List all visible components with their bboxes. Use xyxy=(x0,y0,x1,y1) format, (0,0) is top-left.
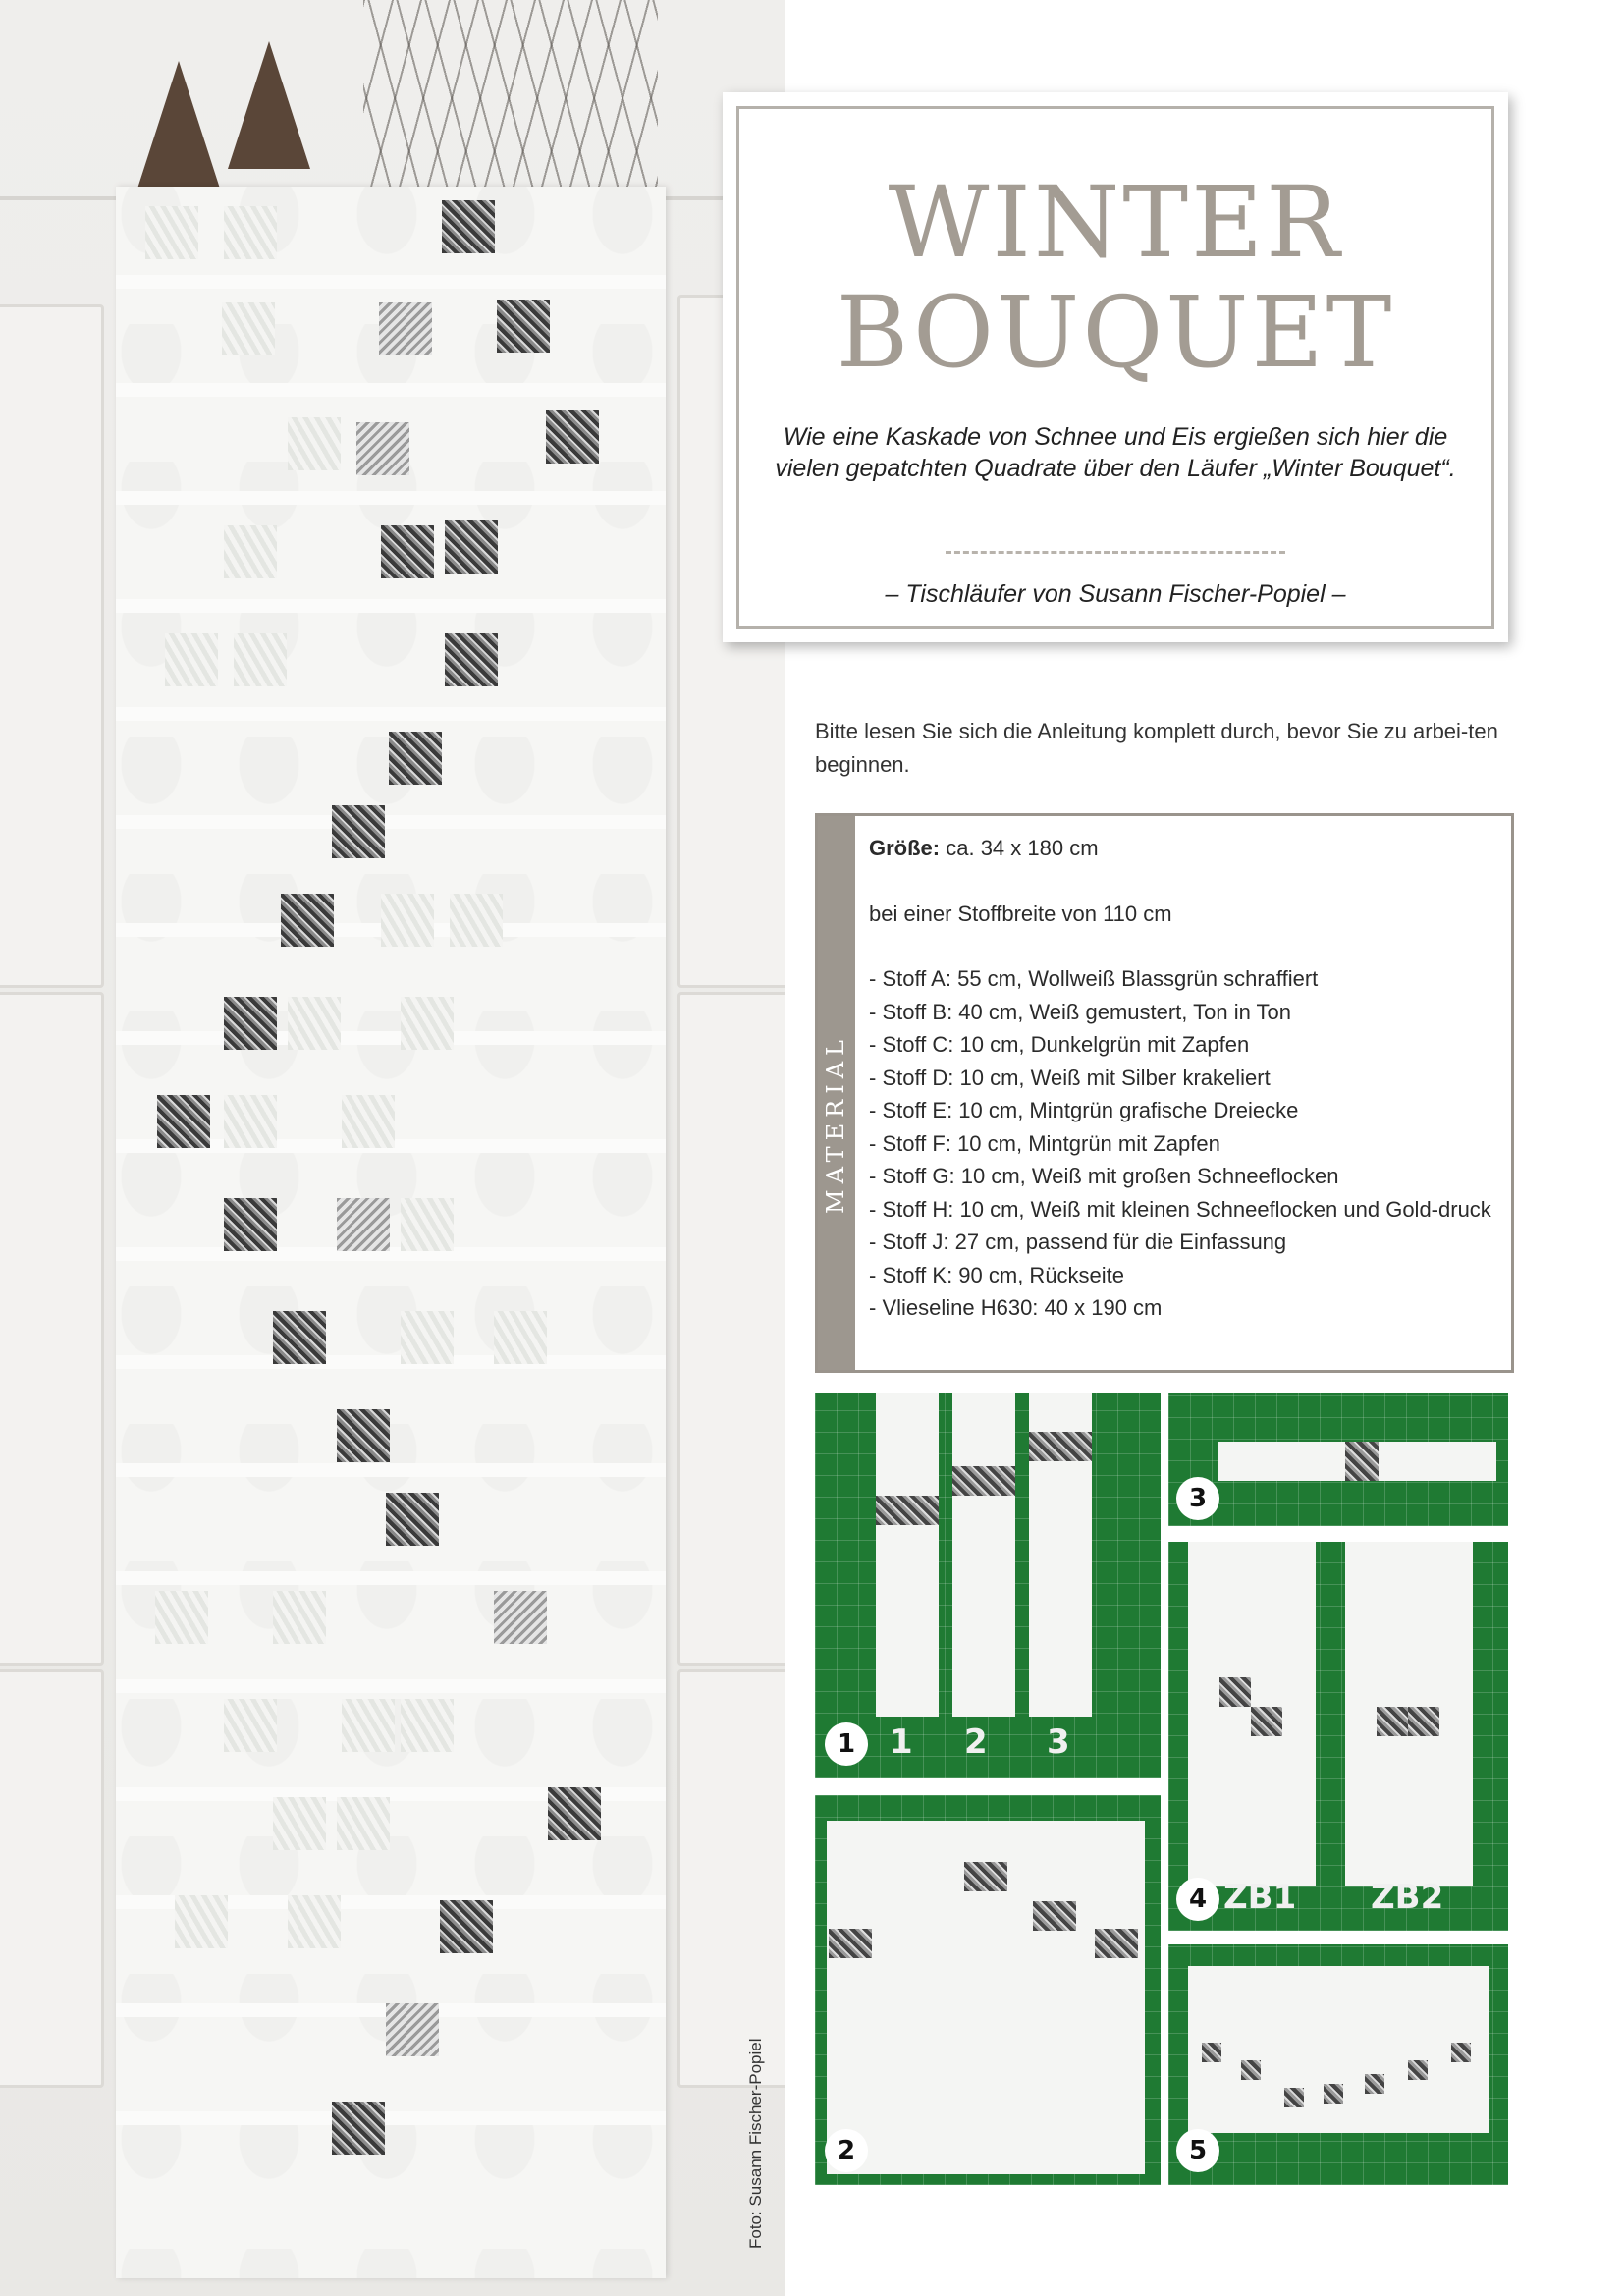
size-line xyxy=(869,832,1499,865)
material-content xyxy=(869,832,1499,1325)
pine-cone-decoration xyxy=(228,41,310,169)
runner-photo xyxy=(0,0,785,2296)
material-item: - Stoff F: 10 cm, Mintgrün mit Zapfen xyxy=(869,1130,1220,1156)
step-photo-2 xyxy=(815,1795,1161,2185)
page-title xyxy=(739,165,1491,390)
material-item: - Stoff E: 10 cm, Mintgrün grafische Dreiecke xyxy=(869,1098,1299,1122)
strip-label: 2 xyxy=(964,1722,988,1762)
step-photo-3 xyxy=(1168,1393,1508,1526)
material-tab xyxy=(818,816,855,1370)
material-item: - Stoff A: 55 cm, Wollweiß Blassgrün schraffiert xyxy=(869,966,1319,991)
cabinet-drawer xyxy=(0,1669,104,2088)
strip-label: 1 xyxy=(890,1722,913,1762)
lantern-decoration xyxy=(363,0,658,196)
step-badge-4: 4 xyxy=(1176,1878,1219,1921)
subtitle: Wie eine Kaskade von Schnee und Eis ergießen sich hier die vielen gepatchten Quadrate über den Läufer „Winter Bouquet“. xyxy=(775,423,1456,482)
title-line-2: BOUQUET xyxy=(836,275,1395,390)
title-line-1: WINTER xyxy=(888,165,1343,280)
material-item: - Stoff C: 10 cm, Dunkelgrün mit Zapfen xyxy=(869,1032,1250,1057)
material-box xyxy=(815,813,1514,1373)
row-label: ZB2 xyxy=(1371,1878,1444,1917)
material-list xyxy=(869,962,1499,1325)
material-tab-label: MATERIAL xyxy=(822,1034,849,1214)
step-photo-1 xyxy=(815,1393,1161,1778)
material-item: - Stoff J: 27 cm, passend für die Einfassung xyxy=(869,1230,1287,1254)
dashed-divider xyxy=(946,551,1285,554)
material-item: - Vlieseline H630: 40 x 190 cm xyxy=(869,1295,1163,1320)
size-label: Größe: xyxy=(869,836,941,860)
step-badge-3: 3 xyxy=(1176,1477,1219,1520)
material-item: - Stoff D: 10 cm, Weiß mit Silber krakeliert xyxy=(869,1065,1271,1090)
intro-text: Bitte lesen Sie sich die Anleitung komplett durch, bevor Sie zu arbei-ten beginnen. xyxy=(815,719,1498,777)
row-label: ZB1 xyxy=(1223,1878,1297,1917)
material-item: - Stoff G: 10 cm, Weiß mit großen Schneeflocken xyxy=(869,1164,1339,1188)
title-box xyxy=(723,92,1508,642)
material-item: - Stoff H: 10 cm, Weiß mit kleinen Schneeflocken und Gold-druck xyxy=(869,1196,1491,1222)
size-value: ca. 34 x 180 cm xyxy=(940,836,1099,860)
cabinet-drawer xyxy=(0,304,104,988)
cabinet-drawer xyxy=(0,992,104,1666)
step-badge-2: 2 xyxy=(825,2129,868,2172)
step-photo-4 xyxy=(1168,1542,1508,1931)
cabinet-drawer xyxy=(677,992,785,1666)
cabinet-drawer xyxy=(677,1669,785,2088)
material-item: - Stoff B: 40 cm, Weiß gemustert, Ton in Ton xyxy=(869,999,1292,1024)
step-badge-5: 5 xyxy=(1176,2129,1219,2172)
table-runner-quilt xyxy=(116,187,666,2278)
photo-credit: Foto: Susann Fischer-Popiel xyxy=(746,2038,765,2249)
material-item: - Stoff K: 90 cm, Rückseite xyxy=(869,1262,1125,1287)
strip-label: 3 xyxy=(1047,1722,1070,1762)
step-photo-5 xyxy=(1168,1944,1508,2185)
byline: – Tischläufer von Susann Fischer-Popiel – xyxy=(885,580,1346,608)
fabric-width: bei einer Stoffbreite von 110 cm xyxy=(869,901,1172,926)
pine-cone-decoration xyxy=(137,61,220,189)
title-box-frame xyxy=(736,106,1494,629)
step-badge-1: 1 xyxy=(825,1722,868,1766)
